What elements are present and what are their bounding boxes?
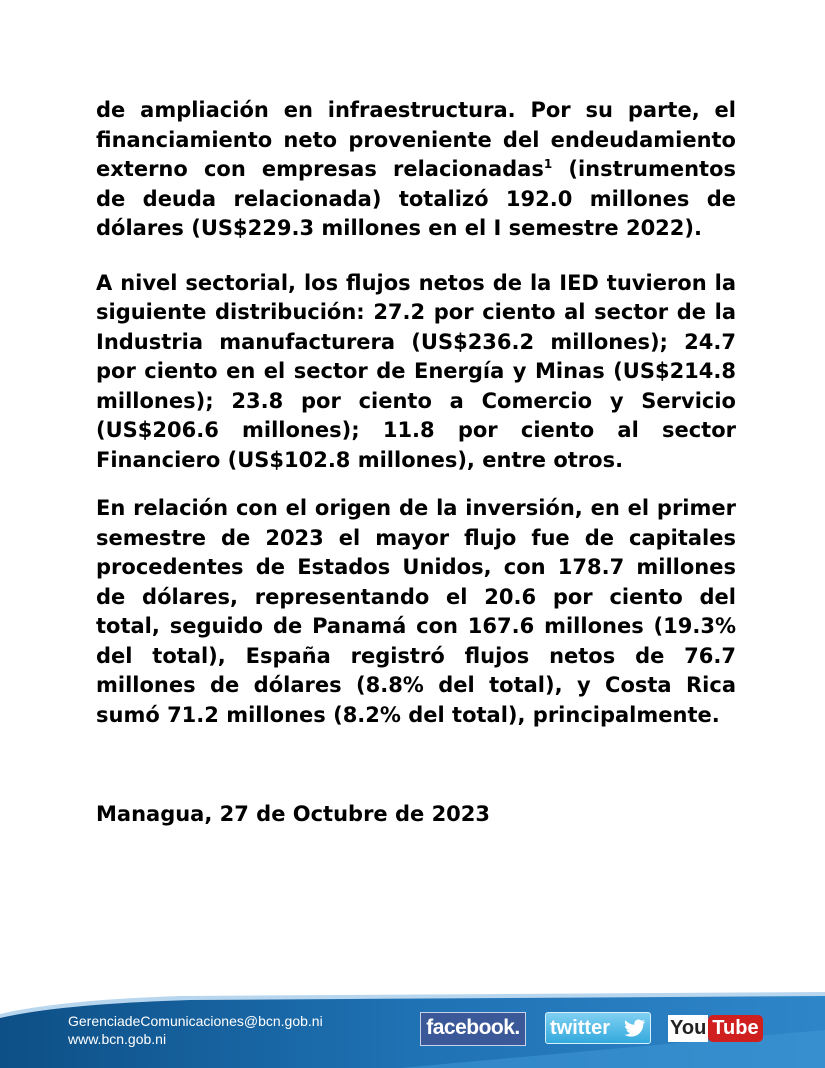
document-body (96, 96, 736, 730)
facebook-button[interactable]: facebook. (420, 1012, 526, 1046)
youtube-tube: Tube (708, 1015, 762, 1042)
signoff-date: Managua, 27 de Octubre de 2023 (96, 802, 491, 826)
youtube-you: You (668, 1015, 708, 1042)
contact-info (68, 1012, 323, 1048)
twitter-label: twitter (550, 1017, 610, 1039)
paragraph-origen-inversion: En relación con el origen de la inversión, en el primer semestre de 2023 el mayor flujo fue de capitales procedentes de Estados Unidos, con 178.7 millones de dólares, representando el 20.6 por ciento del total, seguido de Panamá con 167.6 millones (19.3% del total), España registró flujos netos de 76.7 millones de dólares (8.8% del total), y Costa Rica sumó 71.2 millones (8.2% del total), principalmente. (96, 496, 736, 727)
footnote-marker: 1 (543, 157, 553, 171)
paragraph-financiamiento (96, 96, 736, 244)
twitter-button[interactable] (545, 1012, 651, 1044)
footer-banner (0, 990, 825, 1068)
paragraph-text: de ampliación en infraestructura. Por su parte, el financiamiento neto proveniente del endeudamiento externo con empresas relacionadas (96, 98, 736, 181)
email-link[interactable]: GerenciadeComunicaciones@bcn.gob.ni (68, 1013, 323, 1029)
paragraph-text: (instrumentos de deuda relacionada) totalizó 192.0 millones de dólares (US$229.3 millones en el I semestre 2022). (96, 157, 736, 240)
website-link[interactable]: www.bcn.gob.ni (68, 1031, 167, 1047)
paragraph-sectorial: A nivel sectorial, los flujos netos de la IED tuvieron la siguiente distribución: 27.2 por ciento al sector de la Industria manufacturera (US$236.2 millones); 24.7 por ciento en el sector de Energía y Minas (US$214.8 millones); 23.8 por ciento a Comercio y Servicio (US$206.6 millones); 11.8 por ciento al sector Financiero (US$102.8 millones), entre otros. (96, 270, 736, 472)
twitter-bird-icon (624, 1019, 646, 1037)
youtube-button[interactable] (668, 1012, 759, 1044)
